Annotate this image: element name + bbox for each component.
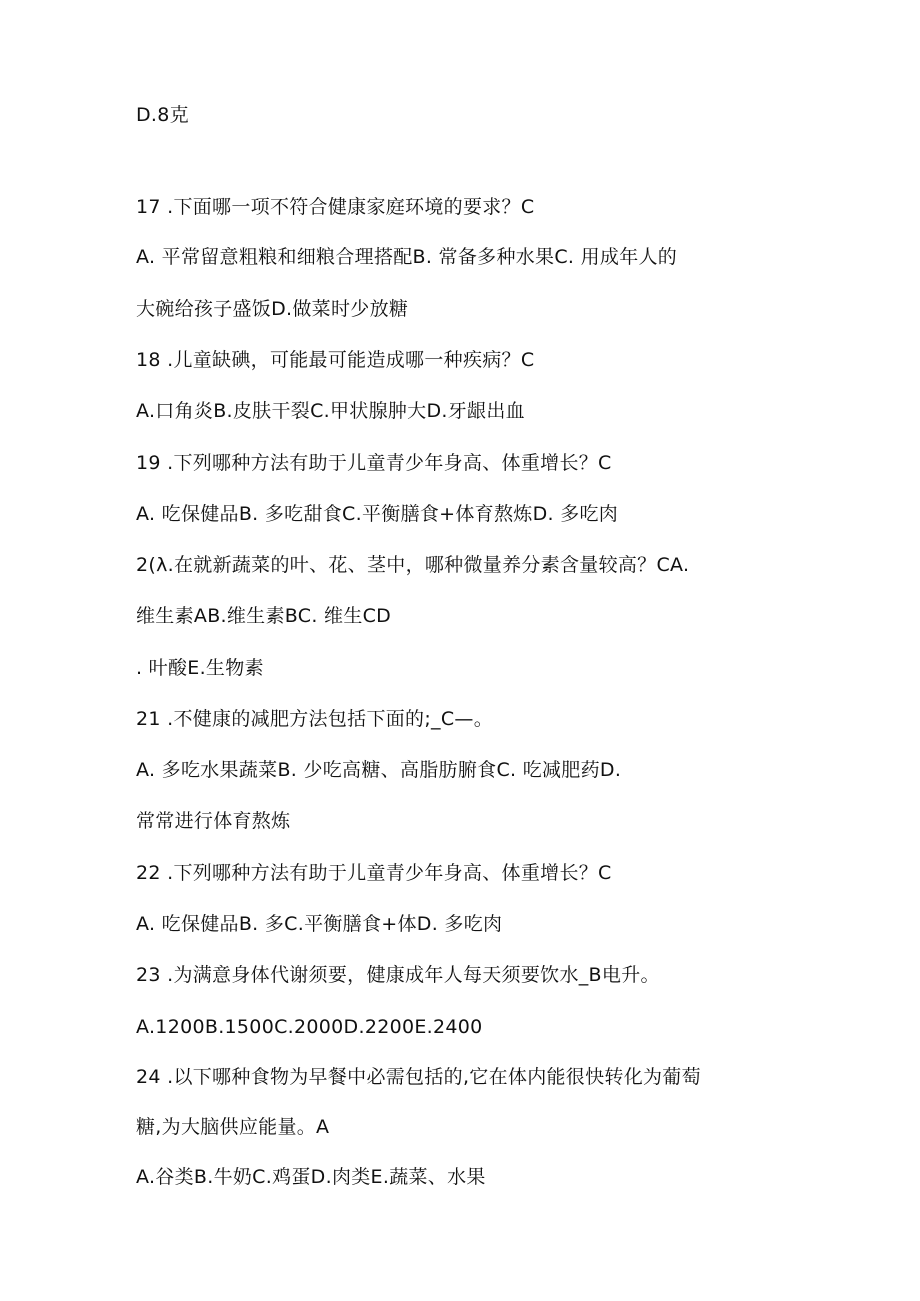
question-18: 18 .儿童缺碘，可能最可能造成哪一种疾病？C [136,349,535,371]
question-20-options-cont: . 叶酸E.生物素 [136,657,264,679]
question-22: 22 .下列哪种方法有助于儿童青少年身高、体重增长？C [136,862,612,884]
question-23-options: A.1200B.1500C.2000D.2200E.2400 [136,1016,483,1038]
question-19-options: A. 吃保健品B. 多吃甜食C.平衡膳食+体育熬炼D. 多吃肉 [136,503,619,525]
question-20: 2(λ.在就新蔬菜的叶、花、茎中，哪种微量养分素含量较高？CA. [136,554,690,576]
question-18-options: A.口角炎B.皮肤干裂C.甲状腺肿大D.牙龈出血 [136,400,525,422]
question-23: 23 .为满意身体代谢须要，健康成年人每天须要饮水_B电升。 [136,964,660,986]
text-line-answer-d-8g: D.8克 [136,104,189,126]
question-21-options-cont: 常常进行体育熬炼 [136,810,291,832]
question-24: 24 .以下哪种食物为早餐中必需包括的,它在体内能很快转化为葡萄 [136,1066,701,1088]
question-17-options: A. 平常留意粗粮和细粮合理搭配B. 常备多种水果C. 用成年人的 [136,246,678,268]
question-17-options-cont: 大碗给孩子盛饭D.做菜时少放糖 [136,298,409,320]
question-17: 17 .下面哪一项不符合健康家庭环境的要求？C [136,196,535,218]
question-21-options: A. 多吃水果蔬菜B. 少吃高糖、高脂肪腑食C. 吃减肥药D. [136,759,622,781]
question-19: 19 .下列哪种方法有助于儿童青少年身高、体重增长？C [136,452,612,474]
question-21: 21 .不健康的减肥方法包括下面的;_C—。 [136,708,494,730]
question-22-options: A. 吃保健品B. 多C.平衡膳食+体D. 多吃肉 [136,913,503,935]
question-24-cont: 糖,为大脑供应能量。A [136,1116,330,1138]
question-24-options: A.谷类B.牛奶C.鸡蛋D.肉类E.蔬菜、水果 [136,1166,486,1188]
question-20-options: 维生素AB.维生素BC. 维生CD [136,605,392,627]
